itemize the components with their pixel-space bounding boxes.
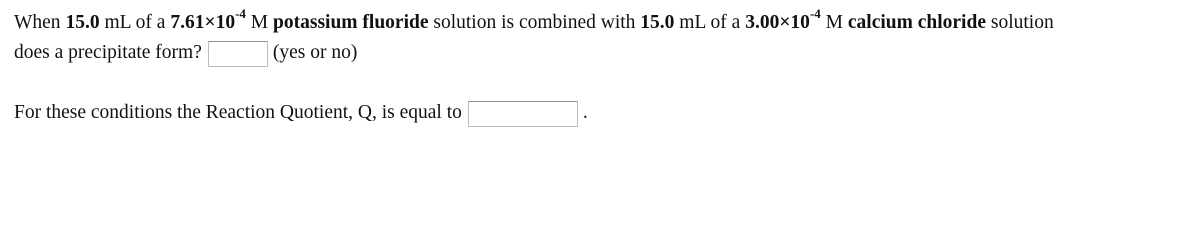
period-text: . [582, 102, 588, 123]
solution-text: solution [990, 12, 1054, 33]
question-line-2 [14, 38, 1194, 68]
yes-no-hint: (yes or no) [272, 42, 358, 63]
question-line-3 [14, 98, 1194, 128]
concentration-1 [170, 5, 246, 33]
reaction-quotient-input[interactable] [468, 101, 578, 127]
combined-text: solution is combined with [433, 12, 636, 33]
concentration-1-mantissa: 7.61×10 [170, 12, 236, 33]
precipitate-question: does a precipitate form? [14, 42, 202, 63]
reaction-quotient-prompt: For these conditions the Reaction Quotient, Q, is equal to [14, 102, 462, 123]
volume-1: 15.0 [65, 12, 100, 33]
concentration-2-mantissa: 3.00×10 [745, 12, 810, 33]
question-block [14, 5, 1194, 128]
volume-2: 15.0 [640, 12, 675, 33]
concentration-2-exponent: -4 [809, 5, 821, 21]
reagent-1: potassium fluoride [273, 12, 429, 33]
ml-of-a-text-2: mL of a [679, 12, 741, 33]
molar-unit-1: M [250, 12, 269, 33]
question-line-1 [14, 5, 1194, 38]
ml-of-a-text-1: mL of a [104, 12, 166, 33]
concentration-2 [745, 5, 821, 33]
reagent-2: calcium chloride [847, 12, 986, 33]
molar-unit-2: M [825, 12, 843, 33]
concentration-1-exponent: -4 [235, 5, 246, 21]
precipitate-answer-input[interactable] [208, 41, 268, 67]
when-text: When [14, 12, 61, 33]
